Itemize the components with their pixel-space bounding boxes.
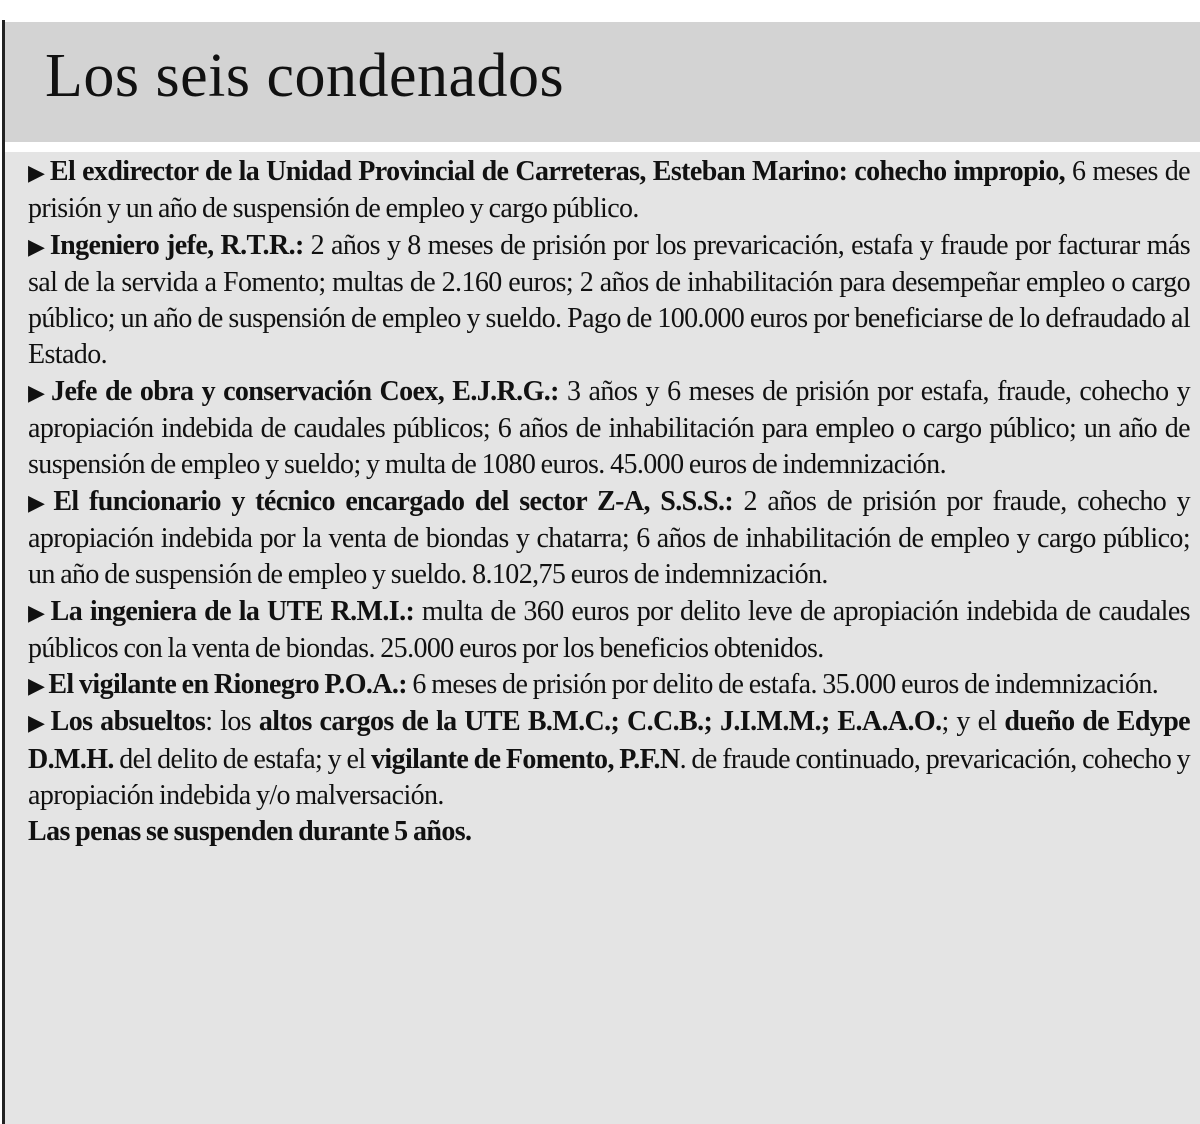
absueltos-lead: Los absueltos	[50, 706, 206, 738]
absueltos-text: . de fraude continuado, prevaricación, cohecho y apropiación indebida y/o malversación.	[28, 743, 1190, 812]
list-item	[28, 594, 1190, 668]
arrow-bullet-icon: ▶	[28, 710, 47, 736]
arrow-bullet-icon: ▶	[28, 599, 47, 625]
list-item	[28, 667, 1190, 704]
item-lead: La ingeniera de la UTE R.M.I.:	[50, 595, 415, 627]
sentence-list	[28, 154, 1190, 851]
closing-note: Las penas se suspenden durante 5 años.	[28, 816, 472, 848]
list-item	[28, 154, 1190, 228]
item-lead: El exdirector de la Unidad Provincial de Carreteras, Esteban Marino: cohecho impropio,	[49, 156, 1066, 187]
arrow-bullet-icon: ▶	[28, 160, 46, 185]
item-lead: Jefe de obra y conservación Coex, E.J.R.G.:	[51, 375, 559, 407]
list-item	[28, 228, 1190, 374]
arrow-bullet-icon: ▶	[28, 233, 46, 259]
box-title: Los seis condenados	[45, 42, 565, 110]
item-text: 6 meses de prisión por delito de estafa. 35.000 euros de indemnización.	[407, 669, 1159, 701]
arrow-bullet-icon: ▶	[28, 673, 45, 699]
list-item	[28, 374, 1190, 484]
item-text: 3 años y 6 meses de prisión por estafa, fraude, cohecho y apropiación indebida de caudales públicos; 6 años de inhabilitación para empleo o cargo público; un año de suspensión de empleo y sueldo; y multa de 1080 euros. 45.000 euros de indemnización.	[28, 375, 1191, 481]
box-header	[5, 22, 1200, 142]
item-lead: Ingeniero jefe, R.T.R.:	[49, 229, 304, 261]
item-lead: El funcionario y técnico encargado del sector Z-A, S.S.S.:	[53, 485, 734, 517]
item-text: 6 meses de prisión y un año de suspensión de empleo y cargo público.	[28, 156, 1190, 225]
absueltos-names: dueño de Edype D.M.H.	[28, 706, 1191, 775]
arrow-bullet-icon: ▶	[28, 489, 50, 515]
absueltos-text: ; y el	[941, 706, 1005, 738]
absueltos-item	[28, 704, 1190, 814]
absueltos-text: del delito de estafa; y el	[113, 743, 371, 775]
item-text: 2 años y 8 meses de prisión por los prevaricación, estafa y fraude por facturar más sal de la servida a Fomento; multas de 2.160 euros; 2 años de inhabilitación para desempeñar empleo o cargo público; un año de suspensión de empleo y sueldo. Pago de 100.000 euros por beneficiarse de lo defraudado al Estado.	[28, 229, 1190, 371]
item-lead: El vigilante en Rionegro P.O.A.:	[48, 669, 408, 701]
absueltos-names: altos cargos de la UTE B.M.C.; C.C.B.; J.I.M.M.; E.A.A.O.	[258, 706, 942, 738]
absueltos-names: vigilante de Fomento, P.F.N	[370, 743, 680, 775]
item-text: multa de 360 euros por delito leve de apropiación indebida de caudales públicos con la venta de biondas. 25.000 euros por los beneficios obtenidos.	[28, 595, 1190, 664]
box-body	[5, 152, 1200, 1124]
list-item	[28, 484, 1190, 594]
item-text: 2 años de prisión por fraude, cohecho y apropiación indebida por la venta de biondas y chatarra; 6 años de inhabilitación de empleo y cargo público; un año de suspensión de empleo y sueldo. 8.102,75 euros de indemnización.	[28, 485, 1190, 591]
arrow-bullet-icon: ▶	[28, 379, 48, 405]
absueltos-text: : los	[205, 706, 259, 738]
